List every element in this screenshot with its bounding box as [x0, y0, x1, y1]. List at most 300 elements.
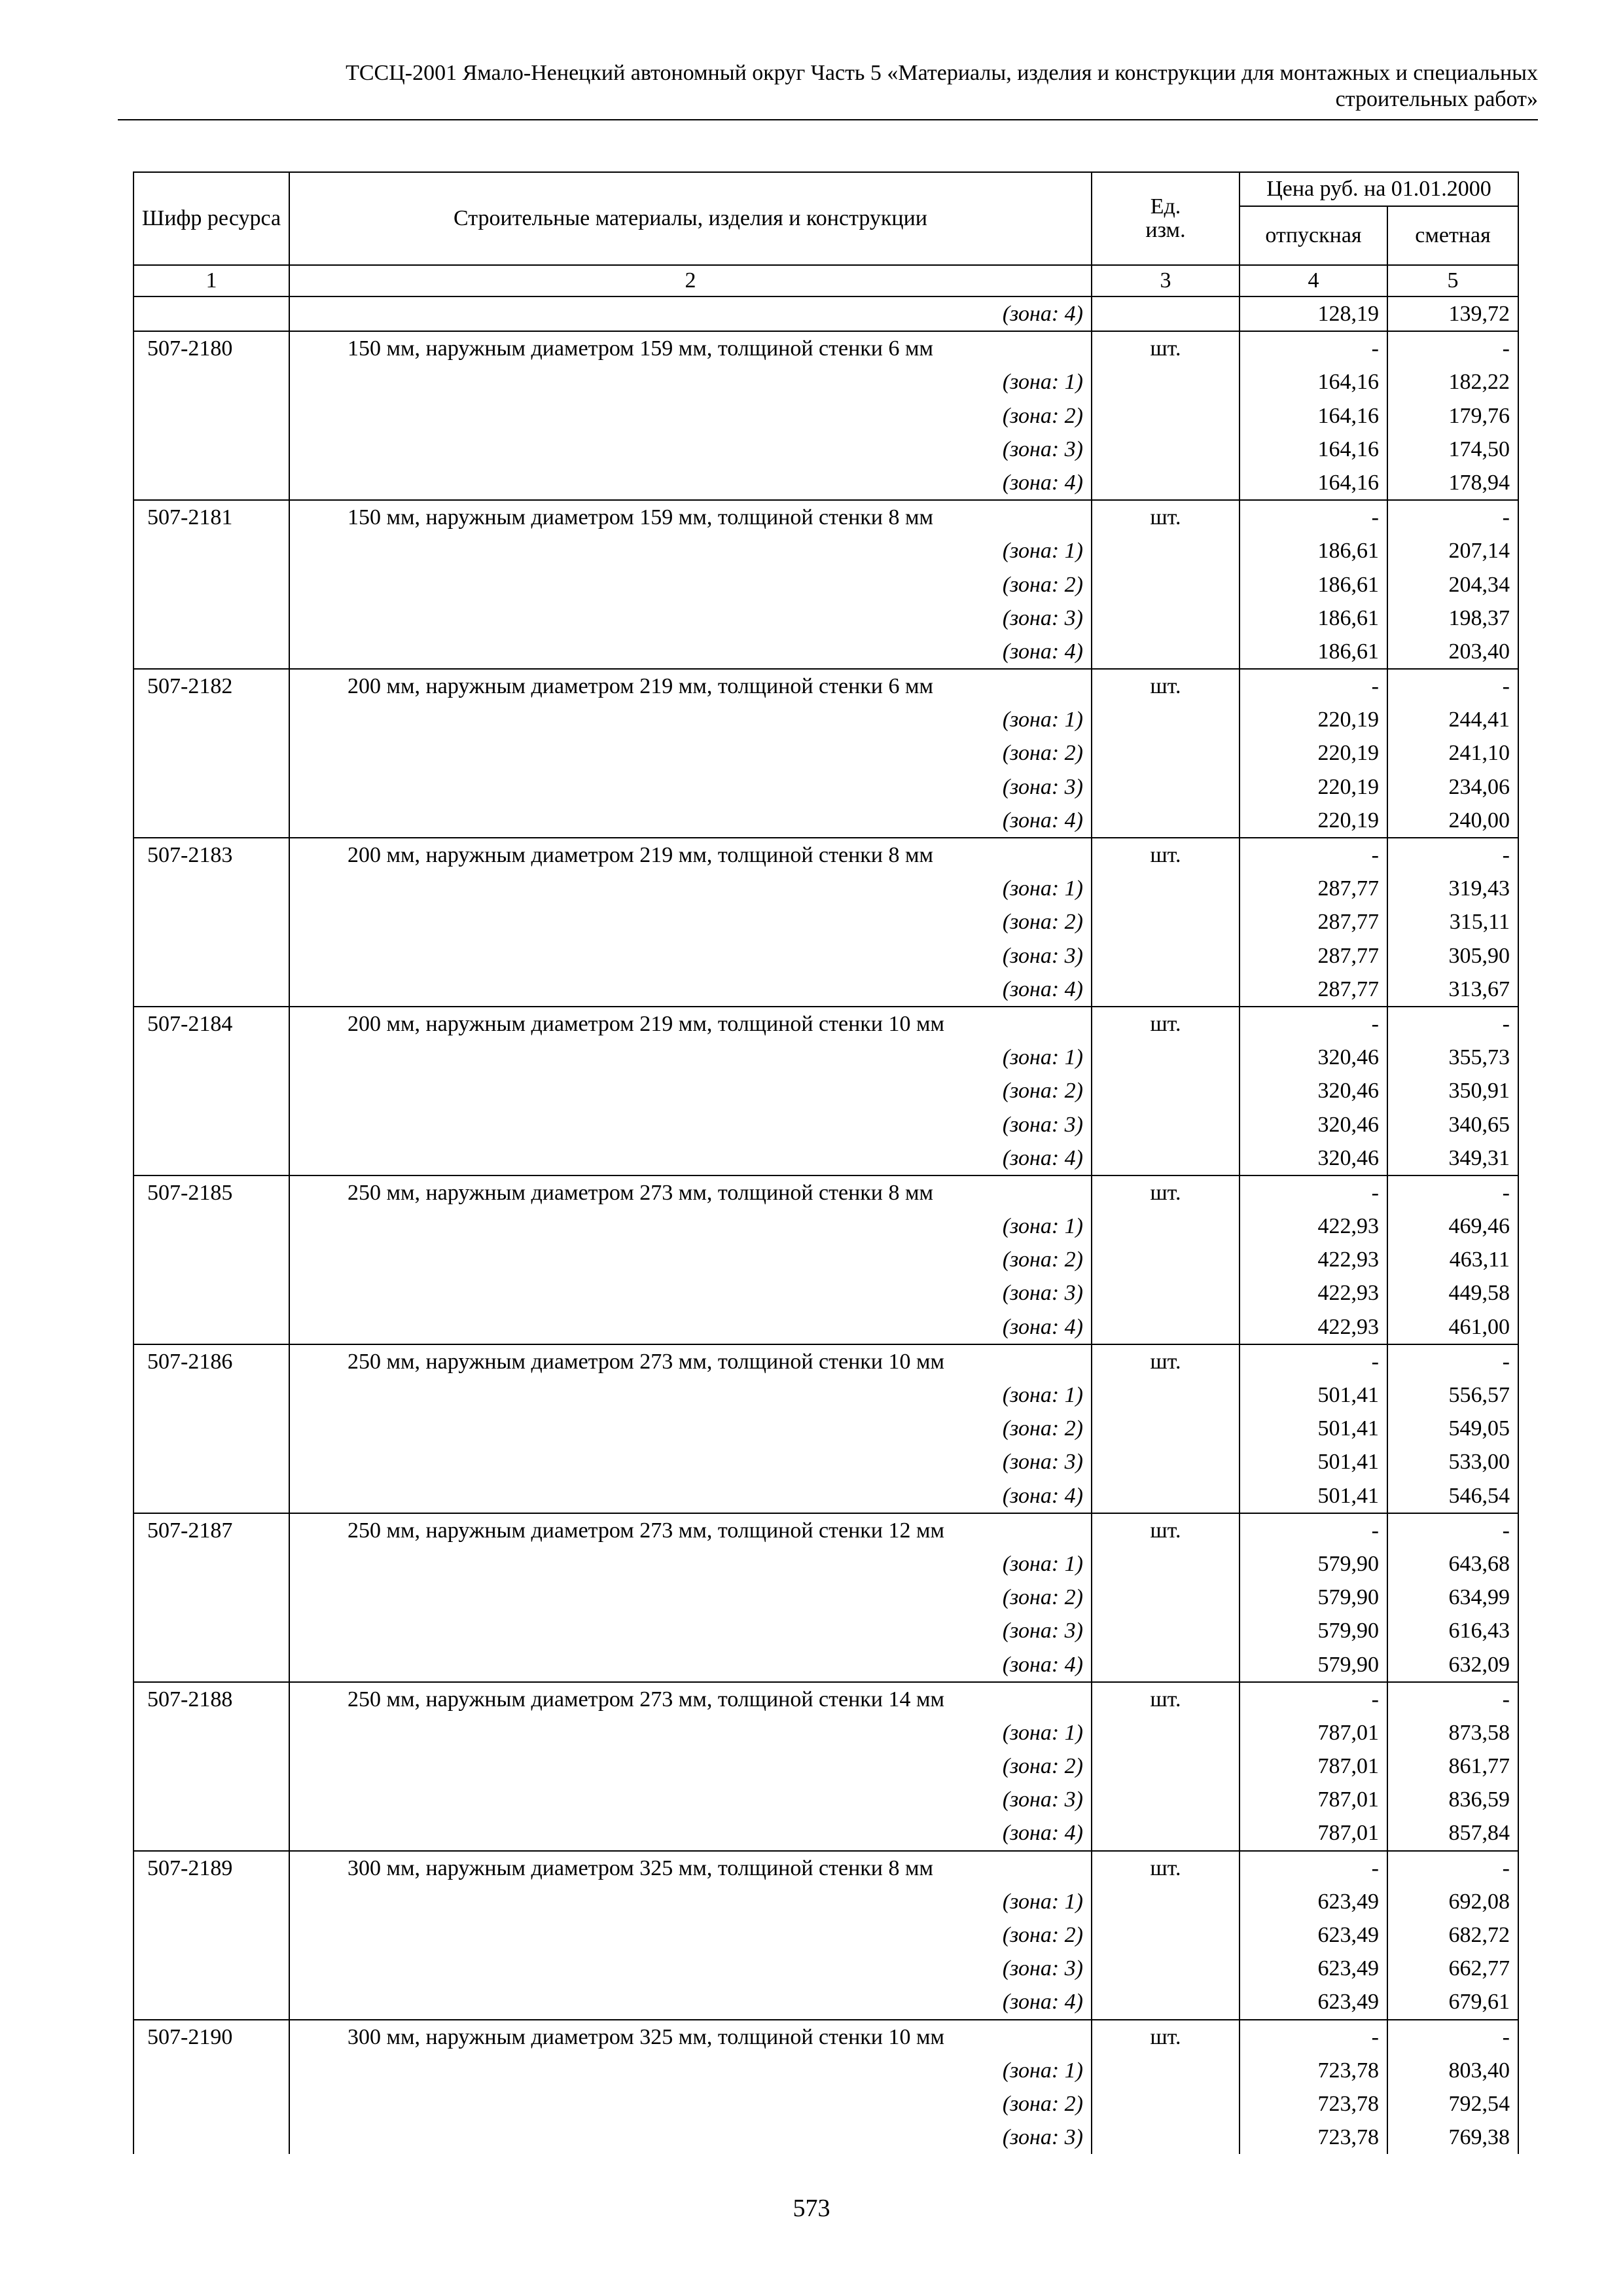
estimate-price: 803,40 — [1387, 2054, 1518, 2087]
item-description: 250 мм, наружным диаметром 273 мм, толщиной стенки 14 мм — [289, 1682, 1092, 1716]
carryover-code — [134, 296, 289, 331]
release-price: 320,46 — [1240, 1041, 1387, 1074]
zone-row — [134, 365, 1518, 399]
empty-unit-cell — [1092, 1276, 1240, 1310]
estimate-price: 549,05 — [1387, 1412, 1518, 1445]
empty-unit-cell — [1092, 365, 1240, 399]
empty-code-cell — [134, 1783, 289, 1816]
zone-row — [134, 1885, 1518, 1918]
resource-code: 507-2183 — [134, 838, 289, 872]
price-table — [133, 171, 1519, 2154]
estimate-price: 178,94 — [1387, 466, 1518, 500]
empty-code-cell — [134, 872, 289, 905]
release-price: - — [1240, 2020, 1387, 2054]
zone-row — [134, 1547, 1518, 1581]
zone-label: (зона: 2) — [289, 1074, 1092, 1107]
release-price: - — [1240, 1007, 1387, 1041]
estimate-price: - — [1387, 331, 1518, 365]
empty-unit-cell — [1092, 1816, 1240, 1850]
zone-row — [134, 973, 1518, 1007]
empty-unit-cell — [1092, 433, 1240, 466]
zone-label: (зона: 1) — [289, 1547, 1092, 1581]
empty-unit-cell — [1092, 1985, 1240, 2019]
empty-unit-cell — [1092, 1479, 1240, 1513]
release-price: 723,78 — [1240, 2054, 1387, 2087]
estimate-price: 198,37 — [1387, 601, 1518, 635]
item-description: 200 мм, наружным диаметром 219 мм, толщиной стенки 6 мм — [289, 669, 1092, 703]
zone-label: (зона: 3) — [289, 433, 1092, 466]
release-price: 723,78 — [1240, 2087, 1387, 2121]
estimate-price: 679,61 — [1387, 1985, 1518, 2019]
release-price: 501,41 — [1240, 1445, 1387, 1479]
empty-unit-cell — [1092, 568, 1240, 601]
estimate-price: 836,59 — [1387, 1783, 1518, 1816]
empty-code-cell — [134, 1952, 289, 1985]
release-price: - — [1240, 1851, 1387, 1885]
empty-code-cell — [134, 1614, 289, 1647]
estimate-price: - — [1387, 1007, 1518, 1041]
zone-label: (зона: 3) — [289, 1445, 1092, 1479]
estimate-price: 355,73 — [1387, 1041, 1518, 1074]
estimate-price: 244,41 — [1387, 703, 1518, 736]
running-header — [118, 60, 1538, 113]
empty-code-cell — [134, 1479, 289, 1513]
zone-row — [134, 1716, 1518, 1749]
zone-row — [134, 905, 1518, 939]
release-price: 287,77 — [1240, 973, 1387, 1007]
zone-row — [134, 1479, 1518, 1513]
item-row — [134, 1175, 1518, 1210]
release-price: 787,01 — [1240, 1749, 1387, 1783]
carryover-unit — [1092, 296, 1240, 331]
resource-code: 507-2180 — [134, 331, 289, 365]
item-row — [134, 1682, 1518, 1716]
release-price: 220,19 — [1240, 703, 1387, 736]
zone-row — [134, 1952, 1518, 1985]
empty-code-cell — [134, 2054, 289, 2087]
estimate-price: 463,11 — [1387, 1243, 1518, 1276]
resource-code: 507-2186 — [134, 1344, 289, 1378]
empty-code-cell — [134, 905, 289, 939]
release-price: 579,90 — [1240, 1614, 1387, 1647]
empty-unit-cell — [1092, 399, 1240, 433]
release-price: 287,77 — [1240, 939, 1387, 973]
release-price: 623,49 — [1240, 1885, 1387, 1918]
item-description: 300 мм, наружным диаметром 325 мм, толщиной стенки 10 мм — [289, 2020, 1092, 2054]
header-estimate-price: сметная — [1387, 206, 1518, 265]
zone-row — [134, 804, 1518, 838]
empty-unit-cell — [1092, 1141, 1240, 1175]
zone-row — [134, 1412, 1518, 1445]
unit: шт. — [1092, 331, 1240, 365]
zone-label: (зона: 2) — [289, 1918, 1092, 1952]
zone-label: (зона: 2) — [289, 568, 1092, 601]
release-price: 186,61 — [1240, 601, 1387, 635]
zone-row — [134, 1210, 1518, 1243]
zone-row — [134, 568, 1518, 601]
empty-unit-cell — [1092, 973, 1240, 1007]
empty-code-cell — [134, 1310, 289, 1344]
running-header-line-1: ТССЦ-2001 Ямало-Ненецкий автономный округ Часть 5 «Материалы, изделия и конструкции для монтажных и специальных — [346, 61, 1538, 85]
release-price: 723,78 — [1240, 2121, 1387, 2154]
zone-row — [134, 770, 1518, 804]
release-price: 623,49 — [1240, 1985, 1387, 2019]
release-price: 579,90 — [1240, 1547, 1387, 1581]
estimate-price: 556,57 — [1387, 1378, 1518, 1412]
release-price: 501,41 — [1240, 1479, 1387, 1513]
empty-unit-cell — [1092, 2121, 1240, 2154]
zone-row — [134, 736, 1518, 770]
empty-code-cell — [134, 736, 289, 770]
zone-row — [134, 703, 1518, 736]
unit: шт. — [1092, 669, 1240, 703]
header-unit: Ед. изм. — [1092, 172, 1240, 265]
item-row — [134, 331, 1518, 365]
zone-row — [134, 1445, 1518, 1479]
zone-label: (зона: 1) — [289, 365, 1092, 399]
zone-row — [134, 399, 1518, 433]
zone-label: (зона: 4) — [289, 1648, 1092, 1682]
release-price: - — [1240, 1682, 1387, 1716]
estimate-price: - — [1387, 1175, 1518, 1210]
estimate-price: 174,50 — [1387, 433, 1518, 466]
item-row — [134, 1344, 1518, 1378]
empty-unit-cell — [1092, 466, 1240, 500]
release-price: - — [1240, 838, 1387, 872]
estimate-price: 643,68 — [1387, 1547, 1518, 1581]
resource-code: 507-2189 — [134, 1851, 289, 1885]
release-price: - — [1240, 1344, 1387, 1378]
zone-label: (зона: 3) — [289, 2121, 1092, 2154]
carryover-row — [134, 296, 1518, 331]
estimate-price: 182,22 — [1387, 365, 1518, 399]
release-price: 422,93 — [1240, 1243, 1387, 1276]
empty-code-cell — [134, 939, 289, 973]
unit: шт. — [1092, 838, 1240, 872]
zone-label: (зона: 2) — [289, 736, 1092, 770]
empty-unit-cell — [1092, 1108, 1240, 1141]
zone-label: (зона: 2) — [289, 1412, 1092, 1445]
empty-unit-cell — [1092, 1648, 1240, 1682]
empty-code-cell — [134, 1985, 289, 2019]
release-price: 220,19 — [1240, 736, 1387, 770]
empty-code-cell — [134, 1885, 289, 1918]
zone-label: (зона: 4) — [289, 1310, 1092, 1344]
item-row — [134, 838, 1518, 872]
zone-label: (зона: 4) — [289, 1141, 1092, 1175]
empty-code-cell — [134, 568, 289, 601]
estimate-price: - — [1387, 1344, 1518, 1378]
empty-code-cell — [134, 973, 289, 1007]
zone-row — [134, 1378, 1518, 1412]
release-price: 287,77 — [1240, 905, 1387, 939]
estimate-price: 662,77 — [1387, 1952, 1518, 1985]
unit: шт. — [1092, 1513, 1240, 1547]
page-number: 573 — [793, 2195, 830, 2222]
item-row — [134, 1007, 1518, 1041]
estimate-price: 207,14 — [1387, 534, 1518, 567]
empty-code-cell — [134, 1581, 289, 1614]
release-price: 320,46 — [1240, 1108, 1387, 1141]
column-number: 5 — [1387, 265, 1518, 296]
item-description: 150 мм, наружным диаметром 159 мм, толщиной стенки 6 мм — [289, 331, 1092, 365]
empty-code-cell — [134, 1412, 289, 1445]
zone-row — [134, 1749, 1518, 1783]
empty-code-cell — [134, 804, 289, 838]
empty-code-cell — [134, 1816, 289, 1850]
estimate-price: 240,00 — [1387, 804, 1518, 838]
zone-label: (зона: 2) — [289, 2087, 1092, 2121]
estimate-price: - — [1387, 669, 1518, 703]
estimate-price: 792,54 — [1387, 2087, 1518, 2121]
zone-row — [134, 939, 1518, 973]
estimate-price: 857,84 — [1387, 1816, 1518, 1850]
empty-unit-cell — [1092, 635, 1240, 669]
zone-row — [134, 1985, 1518, 2019]
resource-code: 507-2190 — [134, 2020, 289, 2054]
item-description: 150 мм, наружным диаметром 159 мм, толщиной стенки 8 мм — [289, 500, 1092, 534]
empty-unit-cell — [1092, 1210, 1240, 1243]
estimate-price: 241,10 — [1387, 736, 1518, 770]
empty-unit-cell — [1092, 703, 1240, 736]
empty-unit-cell — [1092, 1041, 1240, 1074]
zone-label: (зона: 2) — [289, 1243, 1092, 1276]
item-description: 300 мм, наружным диаметром 325 мм, толщиной стенки 8 мм — [289, 1851, 1092, 1885]
estimate-price: 204,34 — [1387, 568, 1518, 601]
empty-unit-cell — [1092, 1243, 1240, 1276]
release-price: 186,61 — [1240, 635, 1387, 669]
estimate-price: 203,40 — [1387, 635, 1518, 669]
empty-code-cell — [134, 1141, 289, 1175]
column-number: 1 — [134, 265, 289, 296]
zone-label: (зона: 3) — [289, 1952, 1092, 1985]
empty-code-cell — [134, 1210, 289, 1243]
estimate-price: 305,90 — [1387, 939, 1518, 973]
estimate-price: 634,99 — [1387, 1581, 1518, 1614]
empty-code-cell — [134, 1074, 289, 1107]
zone-label: (зона: 3) — [289, 939, 1092, 973]
zone-label: (зона: 3) — [289, 1614, 1092, 1647]
zone-label: (зона: 4) — [289, 1816, 1092, 1850]
empty-code-cell — [134, 601, 289, 635]
zone-row — [134, 601, 1518, 635]
zone-row — [134, 1276, 1518, 1310]
empty-code-cell — [134, 1378, 289, 1412]
empty-code-cell — [134, 1243, 289, 1276]
column-number: 3 — [1092, 265, 1240, 296]
release-price: - — [1240, 1513, 1387, 1547]
empty-unit-cell — [1092, 804, 1240, 838]
empty-unit-cell — [1092, 1378, 1240, 1412]
zone-label: (зона: 1) — [289, 1885, 1092, 1918]
zone-label: (зона: 1) — [289, 1378, 1092, 1412]
release-price: 623,49 — [1240, 1952, 1387, 1985]
estimate-price: 350,91 — [1387, 1074, 1518, 1107]
empty-code-cell — [134, 1648, 289, 1682]
zone-row — [134, 1648, 1518, 1682]
estimate-price: 469,46 — [1387, 1210, 1518, 1243]
estimate-price: 632,09 — [1387, 1648, 1518, 1682]
item-description: 250 мм, наружным диаметром 273 мм, толщиной стенки 12 мм — [289, 1513, 1092, 1547]
zone-label: (зона: 2) — [289, 1749, 1092, 1783]
item-description: 250 мм, наружным диаметром 273 мм, толщиной стенки 10 мм — [289, 1344, 1092, 1378]
empty-unit-cell — [1092, 1581, 1240, 1614]
unit: шт. — [1092, 1682, 1240, 1716]
item-row — [134, 500, 1518, 534]
zone-label: (зона: 3) — [289, 1108, 1092, 1141]
empty-unit-cell — [1092, 1716, 1240, 1749]
empty-unit-cell — [1092, 2054, 1240, 2087]
empty-code-cell — [134, 1749, 289, 1783]
column-number-row — [134, 265, 1518, 296]
release-price: 579,90 — [1240, 1648, 1387, 1682]
release-price: 320,46 — [1240, 1074, 1387, 1107]
zone-row — [134, 635, 1518, 669]
estimate-price: 340,65 — [1387, 1108, 1518, 1141]
resource-code: 507-2184 — [134, 1007, 289, 1041]
empty-unit-cell — [1092, 1547, 1240, 1581]
estimate-price: 692,08 — [1387, 1885, 1518, 1918]
zone-row — [134, 1108, 1518, 1141]
empty-code-cell — [134, 365, 289, 399]
estimate-price: 139,72 — [1387, 296, 1518, 331]
zone-label: (зона: 2) — [289, 905, 1092, 939]
release-price: 128,19 — [1240, 296, 1387, 331]
empty-unit-cell — [1092, 1885, 1240, 1918]
item-row — [134, 1851, 1518, 1885]
item-row — [134, 2020, 1518, 2054]
release-price: 287,77 — [1240, 872, 1387, 905]
release-price: - — [1240, 331, 1387, 365]
estimate-price: 449,58 — [1387, 1276, 1518, 1310]
zone-row — [134, 1783, 1518, 1816]
empty-unit-cell — [1092, 736, 1240, 770]
item-description: 200 мм, наружным диаметром 219 мм, толщиной стенки 8 мм — [289, 838, 1092, 872]
estimate-price: 234,06 — [1387, 770, 1518, 804]
header-release-price: отпускная — [1240, 206, 1387, 265]
zone-row — [134, 1310, 1518, 1344]
unit: шт. — [1092, 1851, 1240, 1885]
estimate-price: - — [1387, 1513, 1518, 1547]
zone-label: (зона: 3) — [289, 1783, 1092, 1816]
zone-label: (зона: 1) — [289, 1210, 1092, 1243]
empty-code-cell — [134, 1716, 289, 1749]
zone-label: (зона: 1) — [289, 1041, 1092, 1074]
zone-label: (зона: 2) — [289, 399, 1092, 433]
resource-code: 507-2182 — [134, 669, 289, 703]
estimate-price: - — [1387, 838, 1518, 872]
empty-code-cell — [134, 1108, 289, 1141]
empty-unit-cell — [1092, 601, 1240, 635]
zone-label: (зона: 2) — [289, 1581, 1092, 1614]
empty-unit-cell — [1092, 872, 1240, 905]
release-price: 623,49 — [1240, 1918, 1387, 1952]
zone-row — [134, 433, 1518, 466]
zone-row — [134, 1816, 1518, 1850]
empty-code-cell — [134, 399, 289, 433]
empty-code-cell — [134, 1041, 289, 1074]
estimate-price: 461,00 — [1387, 1310, 1518, 1344]
release-price: 164,16 — [1240, 365, 1387, 399]
zone-row — [134, 1041, 1518, 1074]
release-price: 186,61 — [1240, 534, 1387, 567]
resource-code: 507-2188 — [134, 1682, 289, 1716]
price-table-body — [134, 296, 1518, 2154]
header-price-group: Цена руб. на 01.01.2000 — [1240, 172, 1518, 206]
empty-unit-cell — [1092, 1310, 1240, 1344]
zone-row — [134, 534, 1518, 567]
estimate-price: 313,67 — [1387, 973, 1518, 1007]
estimate-price: 315,11 — [1387, 905, 1518, 939]
header-name: Строительные материалы, изделия и конструкции — [289, 172, 1092, 265]
release-price: 220,19 — [1240, 804, 1387, 838]
zone-row — [134, 1141, 1518, 1175]
price-table-header — [134, 172, 1518, 296]
release-price: 501,41 — [1240, 1378, 1387, 1412]
estimate-price: - — [1387, 2020, 1518, 2054]
empty-code-cell — [134, 1547, 289, 1581]
empty-unit-cell — [1092, 1074, 1240, 1107]
estimate-price: 861,77 — [1387, 1749, 1518, 1783]
zone-label: (зона: 1) — [289, 2054, 1092, 2087]
empty-unit-cell — [1092, 1614, 1240, 1647]
release-price: 186,61 — [1240, 568, 1387, 601]
unit: шт. — [1092, 1175, 1240, 1210]
estimate-price: 533,00 — [1387, 1445, 1518, 1479]
zone-label: (зона: 4) — [289, 635, 1092, 669]
estimate-price: - — [1387, 500, 1518, 534]
header-rule — [118, 119, 1538, 120]
item-row — [134, 1513, 1518, 1547]
empty-unit-cell — [1092, 1412, 1240, 1445]
zone-label: (зона: 4) — [289, 296, 1092, 331]
estimate-price: - — [1387, 1682, 1518, 1716]
empty-code-cell — [134, 770, 289, 804]
estimate-price: - — [1387, 1851, 1518, 1885]
zone-label: (зона: 3) — [289, 770, 1092, 804]
release-price: 787,01 — [1240, 1816, 1387, 1850]
column-number: 4 — [1240, 265, 1387, 296]
zone-label: (зона: 4) — [289, 973, 1092, 1007]
empty-unit-cell — [1092, 1749, 1240, 1783]
release-price: 422,93 — [1240, 1276, 1387, 1310]
release-price: 422,93 — [1240, 1310, 1387, 1344]
resource-code: 507-2185 — [134, 1175, 289, 1210]
zone-label: (зона: 4) — [289, 1479, 1092, 1513]
header-code: Шифр ресурса — [134, 172, 289, 265]
zone-row — [134, 2054, 1518, 2087]
empty-code-cell — [134, 433, 289, 466]
empty-unit-cell — [1092, 2087, 1240, 2121]
release-price: 787,01 — [1240, 1716, 1387, 1749]
empty-unit-cell — [1092, 770, 1240, 804]
zone-row — [134, 1581, 1518, 1614]
release-price: 220,19 — [1240, 770, 1387, 804]
empty-unit-cell — [1092, 939, 1240, 973]
release-price: 164,16 — [1240, 399, 1387, 433]
resource-code: 507-2181 — [134, 500, 289, 534]
zone-row — [134, 1074, 1518, 1107]
estimate-price: 682,72 — [1387, 1918, 1518, 1952]
item-row — [134, 669, 1518, 703]
zone-row — [134, 1614, 1518, 1647]
release-price: 164,16 — [1240, 433, 1387, 466]
resource-code: 507-2187 — [134, 1513, 289, 1547]
estimate-price: 873,58 — [1387, 1716, 1518, 1749]
zone-row — [134, 1243, 1518, 1276]
zone-label: (зона: 1) — [289, 872, 1092, 905]
empty-code-cell — [134, 534, 289, 567]
